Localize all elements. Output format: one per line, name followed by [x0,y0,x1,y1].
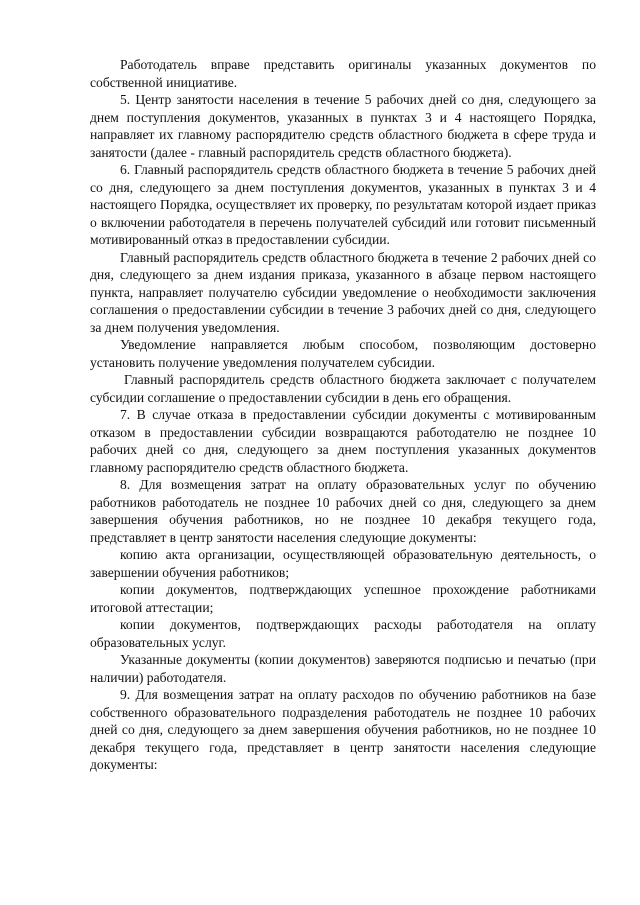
paragraph-certification: Указанные документы (копии документов) заверяются подписью и печатью (при наличии) работодателя. [90,652,596,685]
paragraph-clause-7: 7. В случае отказа в предоставлении субсидии документы с мотивированным отказом в предоставлении субсидии возвращаются работодателю не позднее 10 рабочих дней со дня, следующего за днем поступления указанных документов главному распорядителю средств областного бюджета. [90,407,596,475]
document-page [90,56,596,774]
paragraph-clause-5: 5. Центр занятости населения в течение 5 рабочих дней со дня, следующего за днем поступления документов, указанных в пунктах 3 и 4 настоящего Порядка, направляет их главному распорядителю средств областного бюджета в сфере труда и занятости (далее - главный распорядитель средств областного бюджета). [90,92,596,160]
paragraph-agreement: Главный распорядитель средств областного бюджета заключает с получателем субсидии соглашение о предоставлении субсидии в день его обращения. [90,372,596,405]
paragraph-notification-method: Уведомление направляется любым способом, позволяющим достоверно установить получение уведомления получателем субсидии. [90,337,596,370]
list-item-expense-copies: копии документов, подтверждающих расходы работодателя на оплату образовательных услуг. [90,617,596,650]
list-item-attestation-copies: копии документов, подтверждающих успешное прохождение работниками итоговой аттестации; [90,582,596,615]
paragraph-clause-6-notification: Главный распорядитель средств областного бюджета в течение 2 рабочих дней со дня, следующего за днем издания приказа, указанного в абзаце первом настоящего пункта, направляет получателю субсидии уведомление о необходимости заключения соглашения о предоставлении субсидии в течение 3 рабочих дней со дня, следующего за днем получения уведомления. [90,249,596,335]
list-item-act-copy: копию акта организации, осуществляющей образовательную деятельность, о завершении обучения работников; [90,547,596,580]
paragraph-clause-6: 6. Главный распорядитель средств областного бюджета в течение 5 рабочих дней со дня, следующего за днем поступления документов, указанных в пунктах 3 и 4 настоящего Порядка, осуществляет их проверку, по результатам которой издает приказ о включении работодателя в перечень получателей субсидий или готовит письменный мотивированный отказ в предоставлении субсидии. [90,162,596,247]
paragraph-clause-9: 9. Для возмещения затрат на оплату расходов по обучению работников на базе собственного образовательного подразделения работодатель не позднее 10 рабочих дней со дня, следующего за днем завершения обучения работников, но не позднее 10 декабря текущего года, представляет в центр занятости населения следующие документы: [90,687,596,772]
paragraph-clause-8: 8. Для возмещения затрат на оплату образовательных услуг по обучению работников работодатель не позднее 10 рабочих дней со дня, следующего за днем завершения обучения работников, но не позднее 10 декабря текущего года, представляет в центр занятости населения следующие документы: [90,477,596,545]
paragraph-original-documents: Работодатель вправе представить оригиналы указанных документов по собственной инициативе. [90,57,596,90]
